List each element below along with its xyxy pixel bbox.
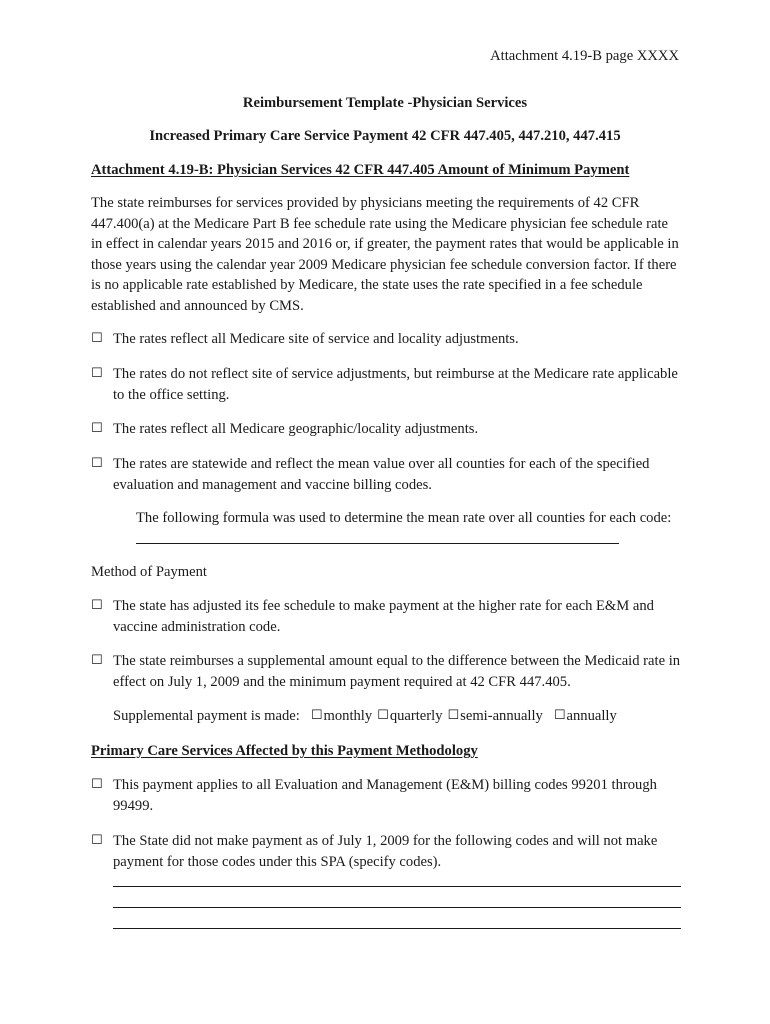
checkbox[interactable]: ☐ [91, 653, 103, 668]
method-of-payment-heading: Method of Payment [91, 564, 207, 580]
checkbox[interactable]: ☐ [310, 708, 323, 723]
checkbox[interactable]: ☐ [447, 708, 460, 723]
rate-option-site-locality[interactable] [91, 329, 683, 350]
checkbox[interactable]: ☐ [377, 708, 389, 723]
option-label: quarterly [389, 708, 443, 724]
checkbox-label: The state has adjusted its fee schedule to make payment at the higher rate for each E&M and vaccine administration code. [113, 598, 654, 635]
document-title: Reimbursement Template -Physician Services [242, 95, 528, 111]
checkbox[interactable]: ☐ [91, 777, 103, 792]
checkbox-label: The State did not make payment as of July 1, 2009 for the following codes and will not make payment for those codes under this SPA (specify codes). [113, 833, 658, 870]
rate-option-office-setting[interactable] [91, 364, 683, 405]
checkbox[interactable]: ☐ [91, 456, 103, 471]
option-label: monthly [323, 708, 373, 724]
formula-input-line[interactable] [136, 529, 619, 544]
checkbox-label: The rates reflect all Medicare site of service and locality adjustments. [113, 331, 519, 347]
checkbox-label: The rates reflect all Medicare geographic/locality adjustments. [113, 421, 479, 437]
checkbox-label: The rates are statewide and reflect the mean value over all counties for each of the specified evaluation and management and vaccine billing codes. [113, 456, 650, 493]
document-subtitle: Increased Primary Care Service Payment 42 CFR 447.405, 447.210, 447.415 [149, 128, 621, 144]
method-option-fee-schedule[interactable] [91, 596, 683, 637]
supplemental-label: Supplemental payment is made: [113, 708, 300, 724]
checkbox[interactable]: ☐ [91, 421, 103, 436]
checkbox[interactable]: ☐ [91, 366, 103, 381]
option-label: annually [566, 708, 617, 724]
services-option-excluded-codes[interactable] [91, 831, 683, 872]
option-quarterly[interactable] [377, 706, 442, 727]
option-label: semi-annually [460, 708, 543, 724]
formula-field [136, 508, 681, 550]
checkbox-label: This payment applies to all Evaluation and Management (E&M) billing codes 99201 through 99499. [113, 777, 657, 814]
option-monthly[interactable] [311, 706, 372, 727]
checkbox[interactable]: ☐ [91, 331, 103, 346]
codes-input-line[interactable] [113, 886, 681, 887]
formula-label: The following formula was used to determine the mean rate over all counties for each code: [136, 510, 672, 526]
intro-paragraph: The state reimburses for services provided by physicians meeting the requirements of 42 CFR 447.400(a) at the Medicare Part B fee schedule rate using the Medicare physician fee schedule rate in effect in calendar years 2015 and 2016 or, if greater, the payment rates that would be applicable in those years using the calendar year 2009 Medicare physician fee schedule conversion factor. If there is no applicable rate established by Medicare, the state uses the rate specified in a fee schedule established and announced by CMS. [91, 195, 679, 314]
supplemental-payment-row [113, 706, 683, 727]
codes-input-line[interactable] [113, 928, 681, 929]
rate-option-statewide[interactable] [91, 454, 683, 495]
checkbox[interactable]: ☐ [553, 708, 566, 723]
option-semi-annually[interactable] [448, 706, 543, 727]
option-annually[interactable] [554, 706, 617, 727]
services-option-all-em[interactable] [91, 775, 683, 816]
checkbox-label: The state reimburses a supplemental amount equal to the difference between the Medicaid rate in effect on July 1, 2009 and the minimum payment required at 42 CFR 447.405. [113, 653, 681, 690]
checkbox[interactable]: ☐ [91, 598, 103, 613]
rate-option-geographic[interactable] [91, 419, 683, 440]
codes-input-line[interactable] [113, 907, 681, 908]
method-option-supplemental[interactable] [91, 651, 683, 692]
attachment-header: Attachment 4.19-B page XXXX [490, 48, 679, 64]
section-heading-primary-care: Primary Care Services Affected by this Payment Methodology [91, 743, 478, 759]
checkbox[interactable]: ☐ [91, 833, 103, 848]
section-heading-minimum-payment: Attachment 4.19-B: Physician Services 42 CFR 447.405 Amount of Minimum Payment [91, 162, 630, 178]
checkbox-label: The rates do not reflect site of service adjustments, but reimburse at the Medicare rate applicable to the office setting. [113, 366, 678, 403]
